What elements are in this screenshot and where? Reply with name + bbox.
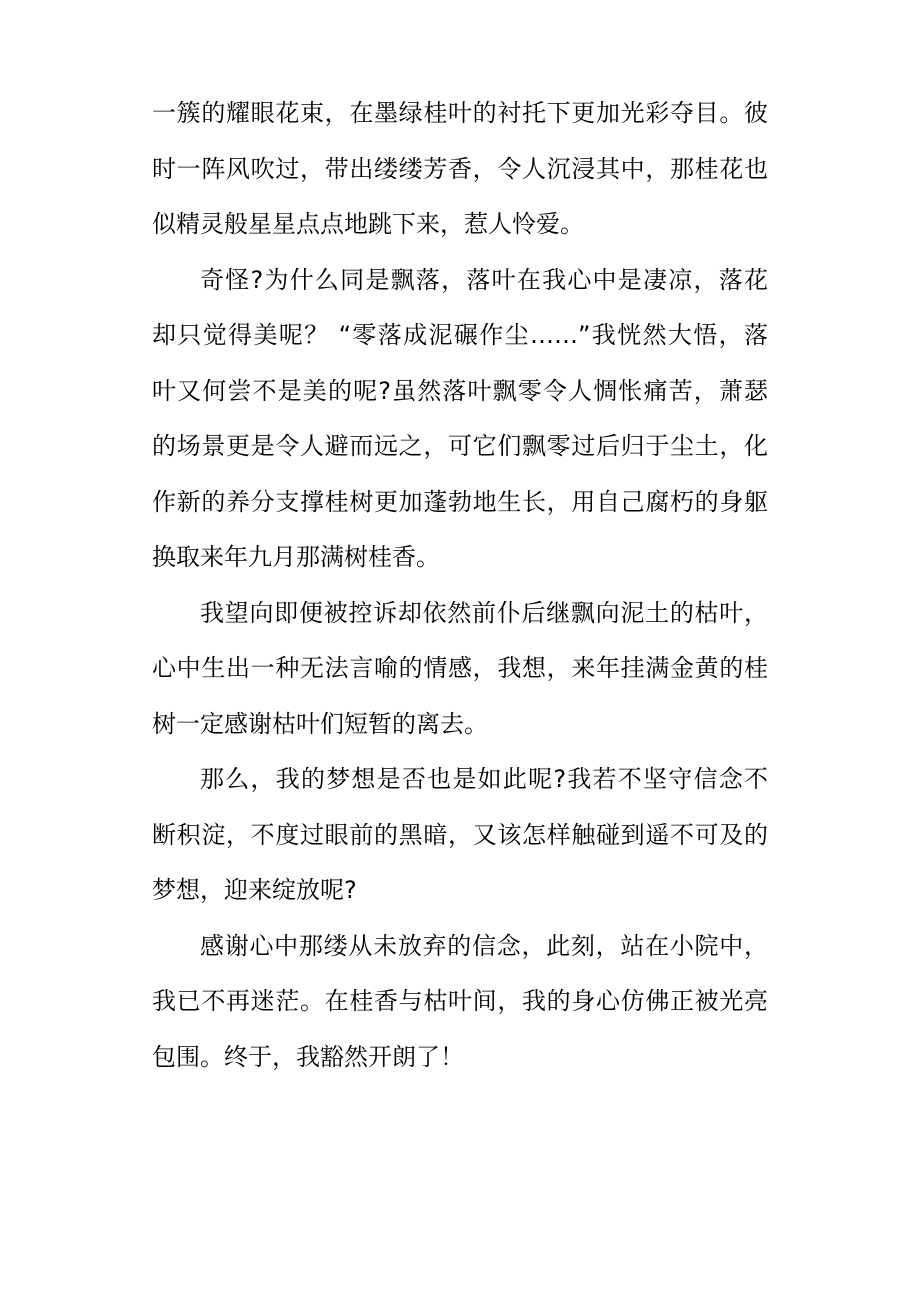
paragraph-line: 的场景更是令人避而远之，可它们飘零过后归于尘土，化 xyxy=(152,432,768,460)
paragraph-line: 作新的养分支撑桂树更加蓬勃地生长，用自己腐朽的身躯 xyxy=(152,487,768,516)
paragraph-line: 叶又何尝不是美的呢?虽然落叶飘零令人惆怅痛苦，萧瑟 xyxy=(152,376,768,405)
paragraph-line: 感谢心中那缕从未放弃的信念，此刻，站在小院中， xyxy=(200,931,768,960)
document-body xyxy=(152,86,768,1085)
paragraph-line: 时一阵风吹过，带出缕缕芳香，令人沉浸其中，那桂花也 xyxy=(152,154,768,183)
paragraph-line: 换取来年九月那满树桂香。 xyxy=(152,543,440,571)
paragraph-line: 奇怪?为什么同是飘落，落叶在我心中是凄凉，落花 xyxy=(200,265,768,294)
paragraph-line: 断积淀，不度过眼前的黑暗，又该怎样触碰到遥不可及的 xyxy=(152,820,768,849)
paragraph-line: 一簇的耀眼花束，在墨绿桂叶的衬托下更加光彩夺目。彼 xyxy=(152,99,768,127)
paragraph-line: 包围。终于，我豁然开朗了！ xyxy=(152,1042,464,1071)
paragraph-line: 却只觉得美呢？ “零落成泥碾作尘……”我恍然大悟，落 xyxy=(152,321,768,349)
paragraph-line: 我已不再迷茫。在桂香与枯叶间，我的身心仿佛正被光亮 xyxy=(152,987,768,1015)
paragraph-line: 似精灵般星星点点地跳下来，惹人怜爱。 xyxy=(152,210,584,238)
paragraph-line: 梦想，迎来绽放呢? xyxy=(152,876,357,904)
paragraph-line: 树一定感谢枯叶们短暂的离去。 xyxy=(152,709,488,738)
paragraph-line: 心中生出一种无法言喻的情感，我想，来年挂满金黄的桂 xyxy=(152,654,768,682)
paragraph-line: 我望向即便被控诉却依然前仆后继飘向泥土的枯叶， xyxy=(200,598,768,627)
paragraph-line: 那么，我的梦想是否也是如此呢?我若不坚守信念不 xyxy=(200,765,768,793)
